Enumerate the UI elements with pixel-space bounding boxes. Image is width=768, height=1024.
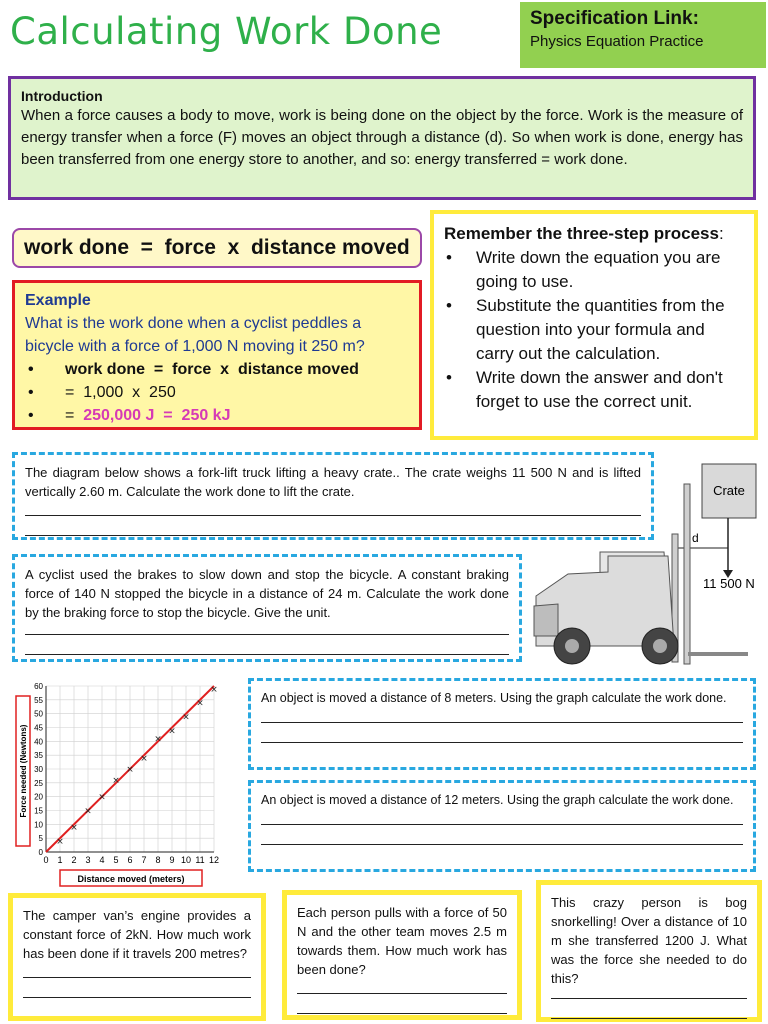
y-tick-label: 30 (34, 765, 43, 774)
x-tick-label: 0 (43, 855, 49, 865)
crate-label: Crate (713, 483, 745, 498)
y-tick-label: 60 (34, 682, 43, 691)
question-graph-8m (248, 678, 756, 770)
forklift-counterweight (534, 604, 558, 636)
graph-points (56, 685, 218, 847)
intro-text: When a force causes a body to move, work is being done on the object by the force. Work is the measure of energy transfer when a force (F) moves an object through a distance (d). So when work is done, energy has been transferred from one energy store to another, and so: energy transferred = work done. (21, 107, 743, 168)
spec-link-box (520, 2, 766, 68)
data-point-marker: × (182, 712, 190, 723)
example-box (12, 280, 422, 430)
data-point-marker: × (140, 753, 148, 764)
three-step-list (444, 246, 744, 414)
equation-box: work done = force x distance moved (12, 228, 422, 268)
x-tick-label: 5 (113, 855, 119, 865)
page-title: Calculating Work Done (10, 10, 443, 53)
example-heading: Example (25, 292, 91, 309)
y-tick-label: 55 (34, 695, 43, 705)
data-point-marker: × (112, 776, 120, 787)
x-tick-label: 8 (155, 855, 161, 865)
answer-line[interactable] (551, 1018, 747, 1019)
forklift-diagram (528, 456, 764, 670)
example-steps (25, 358, 409, 427)
x-tick-label: 2 (71, 855, 77, 865)
x-tick-label: 11 (195, 855, 205, 865)
three-step-heading: Remember the three-step process (444, 224, 719, 243)
question-tug-of-war (282, 890, 522, 1020)
example-answer: 250,000 J = 250 kJ (83, 407, 231, 424)
answer-line[interactable] (297, 1013, 507, 1014)
forklift-mast (684, 484, 690, 664)
y-tick-label: 45 (34, 723, 43, 733)
y-tick-label: 50 (34, 709, 43, 719)
x-tick-label: 6 (127, 855, 133, 865)
question-snorkel (536, 880, 762, 1022)
answer-line[interactable] (297, 993, 507, 994)
answer-line[interactable] (261, 742, 743, 743)
y-tick-label: 25 (34, 778, 43, 788)
x-tick-label: 12 (208, 855, 220, 865)
graph-xlabel: Distance moved (meters) (77, 874, 185, 884)
data-point-marker: × (70, 823, 78, 834)
x-tick-label: 10 (180, 855, 192, 865)
example-question: What is the work done when a cyclist peddles a bicycle with a force of 1,000 N moving it 250 m? (25, 315, 365, 355)
y-tick-label: 35 (34, 751, 43, 761)
wheel-hub (653, 639, 667, 653)
weight-label: 11 500 N (703, 576, 755, 591)
three-step-box (430, 210, 758, 440)
question-snorkel-text: This crazy person is bog snorkelling! Over a distance of 10 m she transferred 1200 J. What was the force she needed to do this? (551, 895, 747, 986)
three-step-heading-line (444, 222, 744, 246)
answer-line[interactable] (261, 824, 743, 825)
answer-line[interactable] (23, 977, 251, 978)
data-point-marker: × (126, 765, 134, 775)
data-point-marker: × (98, 792, 106, 803)
question-cyclist-text: A cyclist used the brakes to slow down and stop the bicycle. A constant braking force of 140 N stopped the bicycle in a distance of 24 m. Calculate the work done by the braking force to stop the bicycle. Give the unit. (25, 567, 509, 620)
question-tug-text: Each person pulls with a force of 50 N and the other team moves 2.5 m towards them. How much work has been done? (297, 905, 507, 977)
answer-line[interactable] (25, 654, 509, 655)
three-step-colon: : (718, 224, 724, 243)
x-tick-label: 9 (169, 855, 175, 865)
example-step-1: • work done = force x distance moved (25, 358, 409, 381)
data-point-marker: × (56, 836, 64, 847)
question-camper (8, 893, 266, 1021)
distance-label: d (692, 531, 699, 545)
data-point-marker: × (210, 684, 218, 695)
example-step-2: • = 1,000 x 250 (25, 381, 409, 404)
answer-line[interactable] (551, 998, 747, 999)
answer-line[interactable] (261, 844, 743, 845)
question-cyclist (12, 554, 522, 662)
step-item-3: • Write down the answer and don't forget to use the correct unit. (444, 366, 744, 414)
x-tick-label: 4 (99, 855, 105, 865)
x-tick-label: 7 (141, 855, 147, 865)
force-distance-graph (14, 676, 232, 888)
example-step-3 (25, 404, 409, 427)
y-tick-label: 0 (38, 848, 43, 857)
graph-ylabel: Force needed (Newtons) (19, 724, 28, 818)
y-tick-label: 40 (34, 737, 43, 747)
y-tick-label: 20 (34, 792, 43, 802)
y-tick-label: 10 (34, 820, 43, 830)
answer-line[interactable] (23, 997, 251, 998)
step-item-2: • Substitute the quantities from the question into your formula and carry out the calculation. (444, 294, 744, 366)
example-step-3-prefix: = (65, 407, 84, 424)
question-forklift-text: The diagram below shows a fork-lift truck lifting a heavy crate.. The crate weighs 11 500 N and is lifted vertically 2.60 m. Calculate the work done to lift the crate. (25, 465, 641, 499)
x-tick-label: 1 (57, 855, 63, 865)
wheel-hub (565, 639, 579, 653)
step-item-1: • Write down the equation you are going to use. (444, 246, 744, 294)
question-camper-text: The camper van’s engine provides a constant force of 2kN. How much work has been done if it travels 200 metres? (23, 908, 251, 961)
y-tick-label: 15 (34, 806, 43, 816)
answer-line[interactable] (261, 722, 743, 723)
data-point-marker: × (84, 806, 92, 817)
data-point-marker: × (168, 726, 176, 737)
question-graph-12m-text: An object is moved a distance of 12 meters. Using the graph calculate the work done. (261, 793, 734, 807)
y-tick-label: 5 (38, 834, 43, 844)
forklift-forks (688, 652, 748, 656)
spec-heading: Specification Link: (530, 8, 699, 29)
x-tick-label: 3 (85, 855, 91, 865)
intro-heading: Introduction (21, 88, 103, 104)
question-graph-12m (248, 780, 756, 872)
answer-line[interactable] (25, 634, 509, 635)
spec-subheading: Physics Equation Practice (530, 33, 704, 50)
question-graph-8m-text: An object is moved a distance of 8 meters. Using the graph calculate the work done. (261, 691, 727, 705)
intro-box (8, 76, 756, 200)
data-point-marker: × (154, 734, 162, 745)
data-point-marker: × (196, 698, 204, 709)
